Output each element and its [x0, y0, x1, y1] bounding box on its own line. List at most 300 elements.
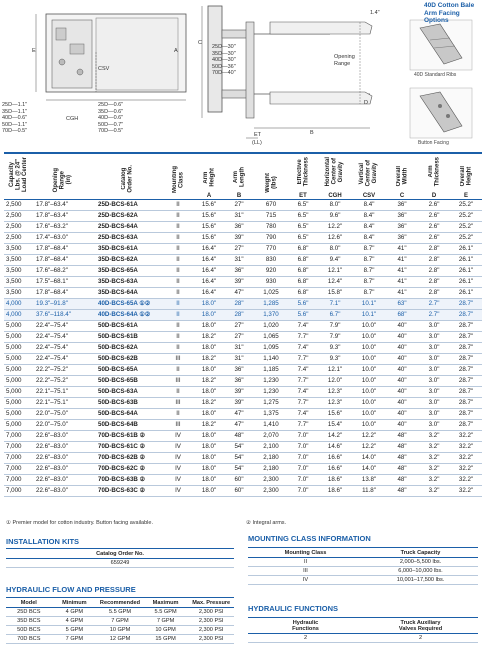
table-cell: 28"	[224, 298, 254, 309]
table-cell: 2,300	[254, 474, 288, 485]
table-cell: 6.8"	[288, 243, 318, 254]
table-row	[6, 608, 234, 617]
column-header: Maximum	[143, 598, 189, 608]
table-cell: 16.6"	[318, 452, 352, 463]
column-header-letter: CGH	[328, 192, 342, 199]
table-cell: 5,000	[4, 386, 34, 397]
column-header	[224, 153, 254, 199]
table-cell: 2,300	[254, 485, 288, 496]
table-cell: 17.8"–63.4"	[34, 199, 92, 210]
table-row	[248, 567, 478, 576]
table-cell: 2.7"	[418, 298, 450, 309]
right-dimension-labels: 25D—0.6" 35D—0.6" 40D—0.6" 50D—0.7" 70D—0.5"	[98, 102, 124, 134]
table-cell: 18.2"	[194, 353, 224, 364]
table-cell: 7.0"	[288, 474, 318, 485]
table-cell: II	[162, 320, 194, 331]
table-cell: 40D-BCS-64A ①②	[92, 309, 162, 320]
table-cell: 8.0"	[318, 199, 352, 210]
table-cell: 18.0"	[194, 364, 224, 375]
table-cell: 15.6"	[194, 232, 224, 243]
table-cell: 50D-BCS-62A	[92, 342, 162, 353]
table-cell: 31"	[224, 342, 254, 353]
table-cell: 14.0"	[352, 463, 386, 474]
table-cell: IV	[162, 474, 194, 485]
table-cell: 7.0"	[288, 430, 318, 441]
table-cell: 26.1"	[450, 243, 482, 254]
table-cell: 31"	[224, 210, 254, 221]
table-cell: 70D-BCS-63C ②	[92, 485, 162, 496]
table-cell: 54"	[224, 452, 254, 463]
table-cell: 48"	[386, 430, 418, 441]
table-cell: 670	[254, 199, 288, 210]
label-csv: CSV	[98, 66, 110, 72]
column-header: Max. Pressure	[188, 598, 234, 608]
table-cell: 6.5"	[288, 232, 318, 243]
table-cell: 8.4"	[352, 199, 386, 210]
table-cell: 40D-BCS-65A ①②	[92, 298, 162, 309]
column-header-label: Arm Length	[232, 166, 245, 187]
table-cell: 19.3"–91.8"	[34, 298, 92, 309]
table-row	[4, 397, 482, 408]
column-header	[386, 153, 418, 199]
table-cell: 47"	[224, 419, 254, 430]
table-row	[6, 617, 234, 626]
table-cell: 6.7"	[318, 309, 352, 320]
table-cell: 22.0"–75.0"	[34, 408, 92, 419]
table-cell: 1,020	[254, 320, 288, 331]
table-cell: II	[162, 210, 194, 221]
table-cell: 50D-BCS-63A	[92, 386, 162, 397]
table-cell: 16.4"	[194, 276, 224, 287]
table-row	[4, 342, 482, 353]
column-header-label: Weight (lbs)	[264, 172, 277, 193]
table-cell: IV	[248, 576, 363, 585]
table-cell: 6.5"	[288, 199, 318, 210]
table-row	[4, 430, 482, 441]
table-cell: 1,285	[254, 298, 288, 309]
table-cell: 26.1"	[450, 254, 482, 265]
table-cell: 10.0"	[352, 397, 386, 408]
table-cell: 10.0"	[352, 375, 386, 386]
table-cell: 7.1"	[318, 298, 352, 309]
column-header-label: Overall Width	[395, 166, 408, 187]
table-cell: 40"	[386, 386, 418, 397]
table-header-row	[6, 598, 234, 608]
column-header-letter: E	[463, 192, 468, 199]
table-cell: 40"	[386, 364, 418, 375]
table-cell: 790	[254, 232, 288, 243]
table-cell: 7.7"	[288, 353, 318, 364]
table-cell: 7.0"	[288, 463, 318, 474]
table-cell: 37.6"–118.4"	[34, 309, 92, 320]
table-cell: 12.0"	[318, 375, 352, 386]
table-cell: III	[162, 375, 194, 386]
table-cell: 7.0"	[288, 441, 318, 452]
column-header	[254, 153, 288, 199]
table-cell: 2.8"	[418, 254, 450, 265]
table-cell: 2,300 PSI	[188, 617, 234, 626]
table-cell: 7,000	[4, 463, 34, 474]
table-cell: 2,180	[254, 463, 288, 474]
table-cell: 3.0"	[418, 364, 450, 375]
table-cell: 1,230	[254, 386, 288, 397]
table-cell: 25.2"	[450, 221, 482, 232]
table-cell: 50D-BCS-61B	[92, 331, 162, 342]
table-cell: 13.8"	[352, 474, 386, 485]
table-cell: II	[162, 265, 194, 276]
table-cell: 3.2"	[418, 463, 450, 474]
table-cell: 60"	[224, 485, 254, 496]
table-cell: 6,000–10,000 lbs.	[363, 567, 478, 576]
table-cell: 48"	[386, 474, 418, 485]
table-cell: 10.0"	[352, 353, 386, 364]
table-cell: 17.8"–63.4"	[34, 210, 92, 221]
table-cell: 15.6"	[318, 408, 352, 419]
table-cell: 12.6"	[318, 232, 352, 243]
table-cell: 8.7"	[352, 276, 386, 287]
column-header	[194, 153, 224, 199]
table-cell: 14.2"	[318, 430, 352, 441]
table-cell: 68"	[386, 309, 418, 320]
hydraulic-functions-title: HYDRAULIC FUNCTIONS	[248, 604, 338, 613]
table-cell: 2.8"	[418, 276, 450, 287]
column-header-letter: D	[431, 192, 437, 199]
table-cell: 70D-BCS-62C ②	[92, 463, 162, 474]
installation-header: Catalog Order No.	[6, 549, 234, 559]
table-cell: II	[162, 276, 194, 287]
table-row	[248, 558, 478, 567]
table-cell: 8.7"	[352, 254, 386, 265]
hydraulic-functions-table	[248, 617, 478, 643]
label-b: B	[310, 130, 314, 136]
column-header-label: Effective Thickness	[296, 157, 309, 187]
label-d: D	[364, 100, 368, 106]
table-cell: 780	[254, 221, 288, 232]
table-cell: IV	[162, 452, 194, 463]
table-cell: 2.8"	[418, 287, 450, 298]
table-cell: 7 GPM	[143, 617, 189, 626]
table-cell: 5,000	[4, 320, 34, 331]
table-cell: 18.0"	[194, 298, 224, 309]
table-cell: 17.8"–68.4"	[34, 287, 92, 298]
column-header	[288, 153, 318, 199]
table-cell: 12.1"	[318, 364, 352, 375]
table-row	[6, 626, 234, 635]
caption-button-facing: Button Facing	[418, 140, 449, 146]
table-cell: II	[162, 309, 194, 320]
table-cell: II	[162, 364, 194, 375]
table-cell: 8.4"	[352, 210, 386, 221]
table-row	[4, 441, 482, 452]
table-cell: 50D-BCS-64B	[92, 419, 162, 430]
table-cell: 47"	[224, 408, 254, 419]
table-cell: 3.0"	[418, 353, 450, 364]
table-cell: II	[162, 386, 194, 397]
table-cell: 920	[254, 265, 288, 276]
table-cell: 27"	[224, 331, 254, 342]
specifications-table	[4, 152, 482, 497]
table-cell: 7,000	[4, 474, 34, 485]
table-cell: 70D BCS	[6, 635, 52, 644]
table-cell: 3.0"	[418, 408, 450, 419]
table-cell: 4,000	[4, 309, 34, 320]
table-cell: 9.3"	[318, 342, 352, 353]
table-cell: 7.7"	[288, 397, 318, 408]
table-cell: 15.6"	[194, 210, 224, 221]
table-cell: 47"	[224, 287, 254, 298]
table-cell: III	[248, 567, 363, 576]
table-cell: 1,065	[254, 331, 288, 342]
table-cell: 28.7"	[450, 342, 482, 353]
table-header-row	[4, 153, 482, 199]
installation-kits-title: INSTALLATION KITS	[6, 537, 80, 546]
footnote-premier: ① Premier model for cotton industry. Button facing available.	[6, 520, 153, 526]
table-cell: 2	[248, 634, 363, 643]
table-cell: 27"	[224, 243, 254, 254]
table-cell: 40"	[386, 397, 418, 408]
table-cell: 12.2"	[352, 441, 386, 452]
table-cell: 1,375	[254, 408, 288, 419]
table-row	[4, 364, 482, 375]
column-header	[418, 153, 450, 199]
table-cell: 28.7"	[450, 397, 482, 408]
table-cell: 41"	[386, 254, 418, 265]
table-cell: 2,300 PSI	[188, 608, 234, 617]
table-row	[4, 276, 482, 287]
table-cell: 50D-BCS-64A	[92, 408, 162, 419]
table-cell: 5 GPM	[52, 626, 98, 635]
table-cell: 22.6"–83.0"	[34, 430, 92, 441]
table-cell: 4,000	[4, 298, 34, 309]
mounting-class-table	[248, 547, 478, 585]
table-cell: II	[162, 199, 194, 210]
table-cell: 16.4"	[194, 265, 224, 276]
table-cell: 35D-BCS-62A	[92, 254, 162, 265]
table-cell: 70D-BCS-62B ②	[92, 452, 162, 463]
table-cell: 50D-BCS-61A	[92, 320, 162, 331]
table-cell: 48"	[386, 452, 418, 463]
column-header-label: Vertical Center of Gravity	[359, 160, 379, 187]
table-cell: 12.2"	[318, 221, 352, 232]
table-cell: 7.9"	[318, 320, 352, 331]
table-cell: 6.5"	[288, 210, 318, 221]
table-cell: 54"	[224, 463, 254, 474]
table-cell: 7 GPM	[97, 617, 143, 626]
table-cell: 50D BCS	[6, 626, 52, 635]
footnote-integral: ② Integral arms.	[246, 520, 287, 526]
table-cell: 1,095	[254, 342, 288, 353]
mounting-class-title: MOUNTING CLASS INFORMATION	[248, 534, 371, 543]
table-cell: 14.6"	[318, 441, 352, 452]
table-row	[4, 353, 482, 364]
technical-drawing	[0, 0, 484, 152]
table-cell: 48"	[386, 463, 418, 474]
table-cell: 31"	[224, 353, 254, 364]
table-cell: 36"	[386, 210, 418, 221]
table-cell: 70D-BCS-63B ②	[92, 474, 162, 485]
table-cell: 10.0"	[352, 408, 386, 419]
table-cell: 7.4"	[288, 342, 318, 353]
column-header: Truck Capacity	[363, 548, 478, 558]
table-cell: 36"	[224, 265, 254, 276]
table-cell: 10.0"	[352, 386, 386, 397]
table-row	[4, 386, 482, 397]
column-header-label: Mounting Class	[171, 165, 184, 193]
table-row	[4, 232, 482, 243]
column-header-letter: B	[236, 192, 242, 199]
table-cell: 18.0"	[194, 320, 224, 331]
table-cell: 50D-BCS-63B	[92, 397, 162, 408]
table-cell: 28.7"	[450, 408, 482, 419]
table-cell: 8.0"	[318, 243, 352, 254]
table-cell: 22.1"–75.1"	[34, 386, 92, 397]
table-cell: 10.0"	[352, 331, 386, 342]
table-cell: 8.7"	[352, 243, 386, 254]
table-cell: 6.8"	[288, 254, 318, 265]
table-cell: 5.5 GPM	[143, 608, 189, 617]
table-cell: 8.7"	[352, 265, 386, 276]
table-cell: 10.0"	[352, 364, 386, 375]
table-cell: 2,500	[4, 199, 34, 210]
table-cell: 10.1"	[352, 298, 386, 309]
table-cell: 3.0"	[418, 342, 450, 353]
table-cell: IV	[162, 430, 194, 441]
table-cell: 25D-BCS-64A	[92, 221, 162, 232]
table-cell: 930	[254, 276, 288, 287]
table-cell: 18.6"	[318, 474, 352, 485]
table-cell: 22.2"–75.2"	[34, 375, 92, 386]
column-header-letter: C	[399, 192, 405, 199]
table-cell: 18.0"	[194, 452, 224, 463]
table-cell: 18.2"	[194, 419, 224, 430]
table-cell: III	[162, 419, 194, 430]
table-cell: 1,025	[254, 287, 288, 298]
table-row	[6, 635, 234, 644]
table-cell: 16.4"	[194, 254, 224, 265]
table-cell: 7.0"	[288, 452, 318, 463]
table-row	[4, 408, 482, 419]
table-cell: II	[162, 287, 194, 298]
table-cell: 1,230	[254, 375, 288, 386]
table-cell: 35D-BCS-61A	[92, 243, 162, 254]
table-cell: 3.0"	[418, 331, 450, 342]
table-cell: 7,000	[4, 452, 34, 463]
table-cell: 25D BCS	[6, 608, 52, 617]
table-cell: 22.6"–83.0"	[34, 485, 92, 496]
table-cell: 10.0"	[352, 419, 386, 430]
hydraulic-flow-title: HYDRAULIC FLOW AND PRESSURE	[6, 585, 136, 594]
table-cell: 16.6"	[318, 463, 352, 474]
hydraulic-flow-table	[6, 597, 234, 644]
table-cell: 3.0"	[418, 320, 450, 331]
table-cell: 2,500	[4, 221, 34, 232]
table-cell: 8.4"	[352, 232, 386, 243]
table-cell: 3.0"	[418, 397, 450, 408]
table-cell: 2.8"	[418, 265, 450, 276]
table-cell: 6.8"	[288, 276, 318, 287]
column-header	[450, 153, 482, 199]
table-cell: II	[162, 298, 194, 309]
table-cell: 12.3"	[318, 397, 352, 408]
table-cell: 25D-BCS-62A	[92, 210, 162, 221]
table-cell: 48"	[224, 430, 254, 441]
table-cell: II	[162, 221, 194, 232]
table-cell: II	[162, 254, 194, 265]
table-cell: 22.4"–75.4"	[34, 320, 92, 331]
table-row	[248, 576, 478, 585]
label-et: ET	[254, 132, 262, 138]
table-cell: 18.0"	[194, 342, 224, 353]
table-cell: 2.8"	[418, 243, 450, 254]
table-row	[4, 320, 482, 331]
table-cell: 7.7"	[288, 331, 318, 342]
table-cell: 40"	[386, 342, 418, 353]
table-cell: IV	[162, 441, 194, 452]
table-cell: 15.6"	[194, 199, 224, 210]
table-cell: 50D-BCS-65A	[92, 364, 162, 375]
table-cell: 3.0"	[418, 419, 450, 430]
table-cell: IV	[162, 463, 194, 474]
table-cell: 5,000	[4, 331, 34, 342]
table-cell: 32.2"	[450, 430, 482, 441]
table-cell: 22.2"–75.2"	[34, 364, 92, 375]
table-cell: 41"	[386, 265, 418, 276]
column-header-label: Horizontal Center of Gravity	[325, 157, 345, 187]
table-cell: 18.0"	[194, 386, 224, 397]
table-cell: 4 GPM	[52, 608, 98, 617]
table-cell: 22.6"–83.0"	[34, 474, 92, 485]
table-cell: 50D-BCS-65B	[92, 375, 162, 386]
table-cell: 2,300 PSI	[188, 635, 234, 644]
table-cell: 22.4"–75.4"	[34, 353, 92, 364]
table-row	[4, 287, 482, 298]
table-cell: 5.5 GPM	[97, 608, 143, 617]
table-cell: 5,000	[4, 419, 34, 430]
table-cell: 36"	[224, 375, 254, 386]
table-cell: 26.1"	[450, 265, 482, 276]
table-cell: 28.7"	[450, 364, 482, 375]
table-cell: 70D-BCS-61C ②	[92, 441, 162, 452]
table-cell: 4 GPM	[52, 617, 98, 626]
table-cell: 15.8"	[318, 287, 352, 298]
label-1-4: 1.4"	[370, 10, 380, 16]
table-cell: 1,275	[254, 397, 288, 408]
arm-facing-options-title: 40D Cotton Bale Arm Facing Options	[424, 2, 475, 24]
table-cell: 28"	[224, 309, 254, 320]
table-cell: 18.2"	[194, 331, 224, 342]
table-row	[4, 485, 482, 496]
table-cell: 5,000	[4, 397, 34, 408]
table-cell: 2,000–5,500 lbs.	[363, 558, 478, 567]
table-cell: 7.4"	[288, 408, 318, 419]
table-cell: III	[162, 397, 194, 408]
table-cell: 5,000	[4, 353, 34, 364]
table-cell: 9.6"	[318, 210, 352, 221]
table-row	[4, 452, 482, 463]
table-cell: II	[248, 558, 363, 567]
label-cgh: CGH	[66, 116, 79, 122]
table-cell: 25D-BCS-61A	[92, 199, 162, 210]
table-cell: 40"	[386, 408, 418, 419]
table-cell: 7 GPM	[52, 635, 98, 644]
table-cell: 1,370	[254, 309, 288, 320]
table-cell: 36"	[386, 221, 418, 232]
column-header: Model	[6, 598, 52, 608]
table-header-row	[248, 548, 478, 558]
table-cell: 18.0"	[194, 441, 224, 452]
table-row	[4, 254, 482, 265]
column-header: Mounting Class	[248, 548, 363, 558]
